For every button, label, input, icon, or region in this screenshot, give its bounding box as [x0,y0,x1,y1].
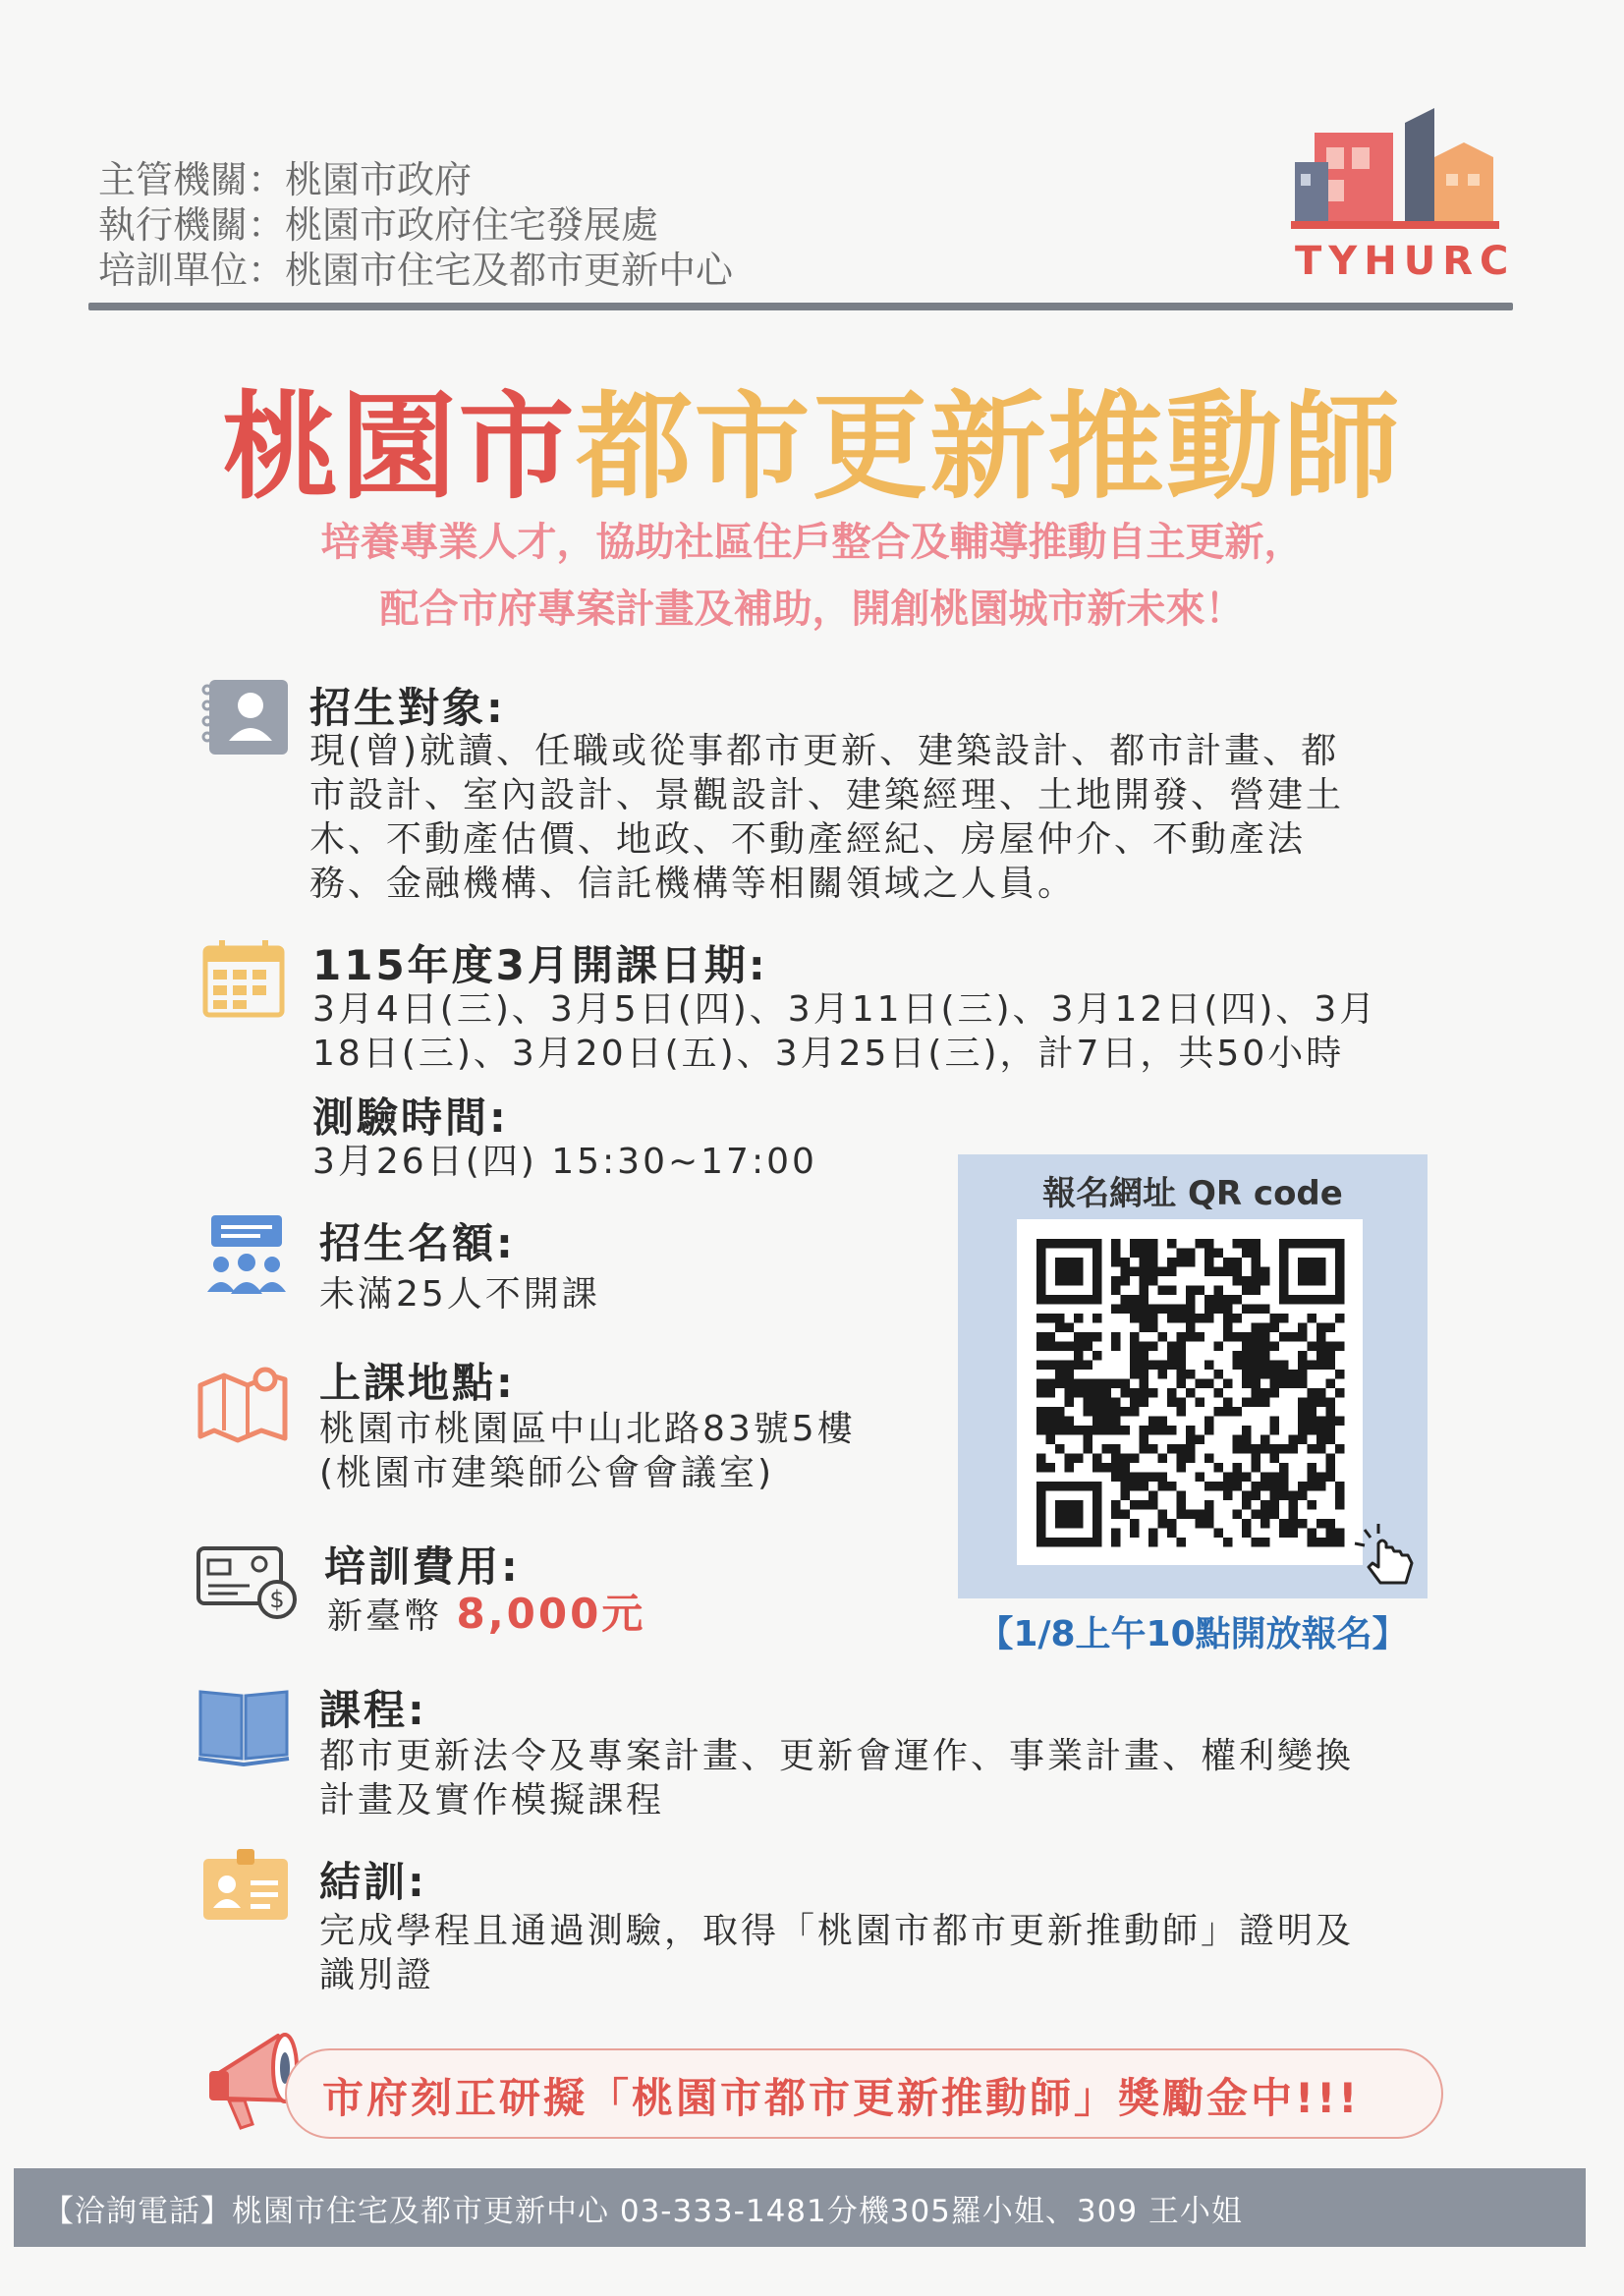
exam-time-title: 測驗時間: [312,1093,509,1142]
location-title: 上課地點: [319,1359,516,1407]
qr-code-icon[interactable] [1017,1219,1363,1565]
logo-text: TYHURC [1295,239,1516,284]
quota-value: 未滿25人不開課 [319,1274,600,1315]
page-title [0,354,1624,521]
enrollment-line: 務、金融機構、信託機構等相關領域之人員。 [309,864,1077,904]
curriculum-title: 課程: [319,1686,427,1734]
course-dates-line: 3月4日(三)、3月5日(四)、3月11日(三)、3月12日(四)、3月 [312,989,1378,1030]
course-dates-line: 18日(三)、3月20日(五)、3月25日(三)，計7日，共50小時 [312,1034,1345,1074]
enrollment-line: 木、不動產估價、地政、不動產經紀、房屋仲介、不動產法 [309,819,1307,860]
location-line: (桃園市建築師公會會議室) [319,1453,775,1493]
enrollment-line: 市設計、室內設計、景觀設計、建築經理、土地開發、營建土 [309,775,1345,815]
enrollment-target-body [309,729,1344,906]
title-gold-part: 都市更新推動師 [576,379,1402,515]
course-dates-title: 115年度3月開課日期: [312,941,768,989]
id-card-icon [199,1847,292,1924]
contact-footer [14,2168,1586,2247]
slogan-line-1: 培養專業人才，協助社區住戶整合及輔導推動自主更新， [320,520,1304,565]
agency-list [98,157,733,293]
supervising-agency: 主管機關：桃園市政府 [98,158,473,201]
contact-text: 【洽詢電話】桃園市住宅及都市更新中心 03-333-1481分機305羅小姐、309 王小姐 [43,2194,1243,2229]
map-pin-icon [196,1366,289,1444]
title-red-part: 桃園市 [222,379,577,515]
executing-agency: 執行機關：桃園市政府住宅發展處 [98,203,659,247]
training-unit: 培訓單位：桃園市住宅及都市更新中心 [98,249,734,292]
registration-open-note: 【1/8上午10點開放報名】 [978,1614,1408,1654]
qr-caption: 報名網址 QR code [1042,1174,1343,1213]
fee-title: 培訓費用: [324,1542,521,1591]
completion-line: 完成學程且通過測驗，取得「桃園市都市更新推動師」證明及 [319,1911,1355,1951]
click-hand-icon [1351,1520,1420,1589]
quota-title: 招生名額: [319,1219,516,1267]
payment-card-icon [195,1542,299,1623]
slogan-line-2: 配合市府專案計畫及補助，開創桃園城市新未來！ [379,587,1245,632]
enrollment-target-title: 招生對象: [309,684,506,732]
completion-body [319,1909,1354,1997]
profile-card-icon [199,676,292,758]
completion-line: 識別證 [319,1955,435,1995]
fee-amount: 8,000元 [456,1590,646,1638]
incentive-banner-text: 市府刻正研擬「桃園市都市更新推動師」獎勵金中!!! [322,2074,1361,2122]
calendar-icon [201,938,286,1019]
course-dates-body [312,987,1377,1076]
curriculum-line: 計畫及實作模擬課程 [319,1780,665,1820]
fee-prefix: 新臺幣 [327,1596,443,1637]
audience-icon [201,1213,292,1304]
location-line: 桃園市桃園區中山北路83號5樓 [319,1409,856,1449]
header-divider [88,303,1513,310]
svg-text:$: $ [269,1586,285,1613]
location-body [319,1407,856,1495]
qr-code-area[interactable] [1017,1219,1363,1565]
exam-time-value: 3月26日(四) 15:30~17:00 [312,1142,817,1182]
fee-body [327,1592,645,1639]
enrollment-line: 現(曾)就讀、任職或從事都市更新、建築設計、都市計畫、都 [309,731,1340,771]
incentive-banner [285,2048,1443,2139]
book-icon [196,1682,291,1766]
curriculum-body [319,1734,1354,1822]
completion-title: 結訓: [319,1858,427,1906]
curriculum-line: 都市更新法令及專案計畫、更新會運作、事業計畫、權利變換 [319,1736,1355,1776]
qr-panel [958,1154,1428,1598]
